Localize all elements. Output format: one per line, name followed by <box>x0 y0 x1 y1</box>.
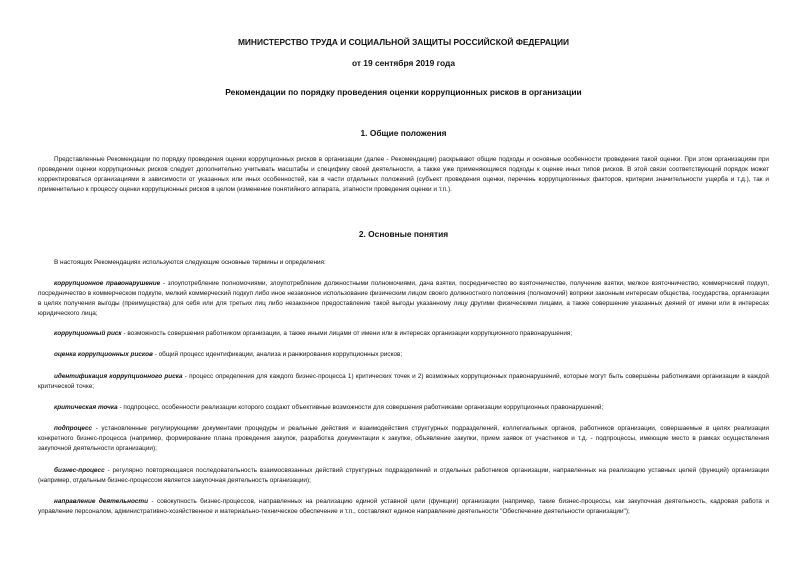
definition-term: идентификация коррупционного риска <box>54 373 183 380</box>
ministry-heading: МИНИСТЕРСТВО ТРУДА И СОЦИАЛЬНОЙ ЗАЩИТЫ РОССИЙСКОЙ ФЕДЕРАЦИИ <box>237 37 570 47</box>
definition-text: - злоупотребление полномочиями, злоупотребление должностными полномочиями, дача взятки, посредничество во взяточничестве, получение взятки, мелкое взяточничество, коммерческий подкуп, посредничество в коммерческом подкупе, мелкий коммерческий подкуп либо иное незаконное использование физическим лицом своего должностного положения (полномочий) вопреки законным интересам общества, государства, организации в целях получения выгоды (преимущества) для себя или для третьих лиц либо незаконное предоставление такой выгоды указанному лицу другими физическими лицами, а также совершение указанных деяний от имени или в интересах юридического лица; <box>38 280 770 317</box>
definition-text: - общий процесс идентификации, анализа и ранжирования коррупционных рисков; <box>152 351 403 358</box>
definition-item <box>38 329 769 339</box>
definition-term: коррупционное правонарушение <box>54 280 161 287</box>
section-2-heading: 2. Основные понятия <box>358 229 449 239</box>
definition-text: - возможность совершения работником организации, а также иными лицами от имени или в интересах организации коррупционного правонарушения; <box>121 330 573 337</box>
definition-item <box>38 403 769 413</box>
definition-item <box>38 372 769 392</box>
definition-term: оценка коррупционных рисков <box>54 351 153 358</box>
definition-text: - процесс определения для каждого бизнес-процесса 1) критических точек и 2) возможных коррупционных правонарушений, которые могут быть совершены работниками организации в каждой критической точке; <box>38 373 769 390</box>
definition-term: подпроцесс <box>54 425 93 432</box>
definition-text: - регулярно повторяющаяся последовательность взаимосвязанных действий структурных подразделений и отдельных работников организации, направленных на реализацию уставных целей (функций) организации (например, отдельным бизнес-процессом является закупочная деятельность организации); <box>38 467 769 484</box>
document-date: от 19 сентября 2019 года <box>351 58 456 68</box>
definition-term: критическая точка <box>54 404 118 411</box>
definition-text: - подпроцесс, особенности реализации которого создают объективные возможности для совершения работниками организации коррупционных правонарушений; <box>117 404 604 411</box>
definition-item <box>38 350 769 360</box>
section-1-heading: 1. Общие положения <box>360 128 447 138</box>
definition-item <box>38 279 769 319</box>
definition-item <box>38 497 769 517</box>
section-1-paragraph: Представленные Рекомендации по порядку проведения оценки коррупционных рисков в организации (далее - Рекомендации) раскрывают общие подходы и основные особенности проведения такой оценки. При этом организациям при проведении оценки коррупционных рисков следует дополнительно учитывать масштабы и специфику своей деятельности, а также уже применяющиеся подходы к оценке иных типов рисков. В этой связи соответствующий порядок может корректироваться организациями в зависимости от указанных или иных особенностей, как в части отдельных положений (субъект проведения оценки, перечень коррупциогенных факторов, критерии значительности ущерба и т.д.), так и применительно к процессу оценки коррупционных рисков в целом (изменение понятийного аппарата, этапности проведения оценки и т.п.). <box>38 156 769 193</box>
definition-term: бизнес-процесс <box>54 467 105 474</box>
definition-item <box>38 424 769 454</box>
definition-text: - совокупность бизнес-процессов, направленных на реализацию единой уставной цели (функции) организации (например, такие бизнес-процессы, как закупочная деятельность, кадровая работа и управление персоналом, административно-хозяйственное и материально-техническое обеспечение и т.п., составляют единое направление деятельности "Обеспечение деятельности организации"); <box>38 498 769 515</box>
document-title: Рекомендации по порядку проведения оценки коррупционных рисков в организации <box>225 87 582 97</box>
section-2-intro: В настоящих Рекомендациях используются следующие основные термины и определения: <box>54 259 326 266</box>
definition-item <box>38 466 769 486</box>
definition-term: направление деятельности <box>54 498 148 505</box>
definition-term: коррупционный риск <box>54 330 122 337</box>
definition-text: - установленные регулирующими документами процедуры и реальные действия и взаимодействия структурных подразделений, коллегиальных органов, работников организации, совершаемые в целях реализации конкретного бизнес-процесса (например, формирование плана проведения закупок, разработка документации к закупке, объявление закупки, прием заявок от участников и т.д. - подпроцессы, имеющие место в рамках осуществления закупочной деятельности организации); <box>38 425 769 452</box>
